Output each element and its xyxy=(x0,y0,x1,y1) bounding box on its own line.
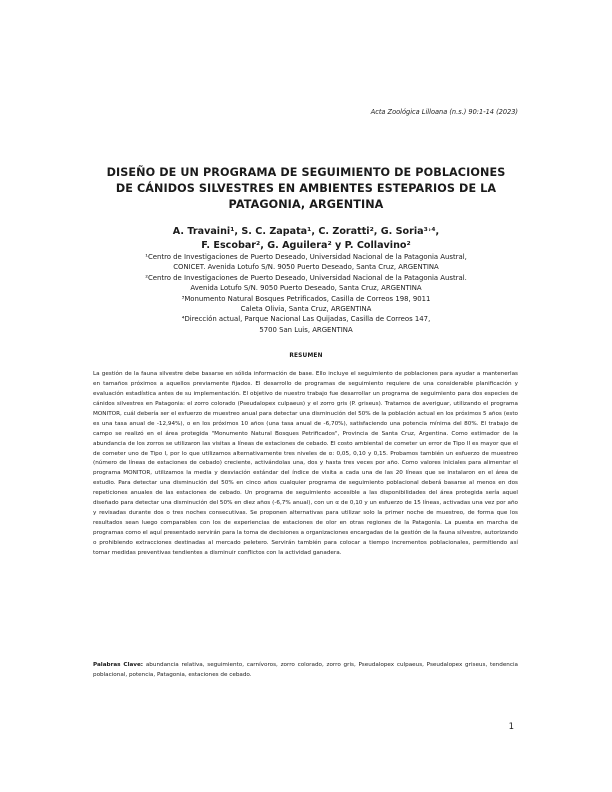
affiliations xyxy=(100,252,512,335)
affiliation-line: 5700 San Luis, ARGENTINA xyxy=(259,325,353,334)
affiliation-line: CONICET. Avenida Lotufo S/N. 9050 Puerto Deseado, Santa Cruz, ARGENTINA xyxy=(173,263,439,272)
journal-citation: Acta Zoológica Lilloana (n.s.) 90:1-14 (2023) xyxy=(370,108,518,116)
keywords-label: Palabras Clave: xyxy=(93,662,144,668)
page-number: 1 xyxy=(508,722,514,732)
authors-line: A. Travaini¹, S. C. Zapata¹, C. Zoratti², G. Soria³˒⁴, xyxy=(172,226,440,237)
title-line: DISEÑO DE UN PROGRAMA DE SEGUIMIENTO DE POBLACIONES xyxy=(106,166,506,179)
abstract-heading: RESUMEN xyxy=(289,353,323,359)
authors-line: F. Escobar², G. Aguilera² y P. Collavino² xyxy=(201,240,411,251)
author-list xyxy=(100,225,512,253)
paper-title xyxy=(100,165,512,213)
title-line: DE CÁNIDOS SILVESTRES EN AMBIENTES ESTEPARIOS DE LA xyxy=(115,182,497,195)
title-line: PATAGONIA, ARGENTINA xyxy=(228,198,384,211)
affiliation-line: Avenida Lotufo S/N. 9050 Puerto Deseado, Santa Cruz, ARGENTINA xyxy=(190,284,422,293)
affiliation-line: ²Centro de Investigaciones de Puerto Deseado, Universidad Nacional de la Patagonia Austral. xyxy=(145,273,467,282)
affiliation-line: Caleta Olivia, Santa Cruz, ARGENTINA xyxy=(240,305,372,314)
abstract-body: La gestión de la fauna silvestre debe basarse en sólida información de base. Ello incluye el seguimiento de poblaciones para ayudar a mantenerlas en tamaños próximos a aquellos previamente fijados. El desarrollo de programas de seguimiento requiere de una considerable planificación y evaluación estadística antes de su implementación. El objetivo de nuestro trabajo fue desarrollar un programa de seguimiento para dos especies de cánidos silvestres en Patagonia: el zorro colorado (Pseudalopex culpaeus) y el zorro gris (P. griseus). Tratamos de averiguar, utilizando el programa MONITOR, cuál debería ser el esfuerzo de muestreo anual para detectar una disminución del 50% de la población actual en los próximos 5 años (esto es una tasa anual de -12,94%), o en los próximos 10 años (una tasa anual de -6,70%), satisfaciendo una potencia mínima del 80%. El trabajo de campo se realizó en el área protegida "Monumento Natural Bosques Petrificados", Provincia de Santa Cruz, Argentina. Como estimador de la abundancia de los zorros se utilizaron las visitas a líneas de estaciones de cebado. El costo ambiental de cometer un error de Tipo II es mayor que el de cometer uno de Tipo I, por lo que utilizamos alternativamente tres niveles de α: 0,05, 0,10 y 0,15. Probamos también un esfuerzo de muestreo (número de líneas de estaciones de cebado) creciente, activándolas una, dos y hasta tres veces por año. Como valores iniciales para alimentar el programa MONITOR, utilizamos la media y desviación estándar del índice de visita a cada una de las 20 líneas que se instalaron en el área de estudio. Para detectar una disminución del 50% en cinco años cualquier programa de seguimiento poblacional deberá basarse al menos en dos repeticiones anuales de las estaciones de cebado. Un programa de seguimiento accesible a las disponibilidades del área protegida sería aquel diseñado para detectar una disminución del 50% en diez años (-6,7% anual), con un α de 0,10 y un esfuerzo de 15 líneas, activadas una vez por año y revisadas durante dos o tres noches consecutivas. Se proponen alternativas para utilizar solo la primer noche de muestreo, de forma que los resultados sean luego comparables con los de experiencias de estaciones de olor en otras regiones de la Patagonia. La puesta en marcha de programas como el aquí presentado servirán para la toma de decisiones a organizaciones encargadas de la gestión de la fauna silvestre, autorizando o prohibiendo extracciones destinadas al mercado peletero. Servirán también para colocar a tiempo incrementos poblacionales, permitiendo así tomar medidas preventivas tendientes a disminuir conflictos con la actividad ganadera. xyxy=(93,371,518,556)
affiliation-line: ⁴Dirección actual, Parque Nacional Las Quijadas, Casilla de Correos 147, xyxy=(181,315,431,324)
keywords xyxy=(93,661,518,681)
affiliation-line: ¹Centro de Investigaciones de Puerto Deseado, Universidad Nacional de la Patagonia Austral, xyxy=(145,253,467,261)
keywords-text: abundancia relativa, seguimiento, carnívoros, zorro colorado, zorro gris, Pseudalopex culpaeus, Pseudalopex griseus, tendencia poblacional, potencia, Patagonia, estaciones de cebado. xyxy=(93,662,518,678)
affiliation-line: ³Monumento Natural Bosques Petrificados, Casilla de Correos 198, 9011 xyxy=(181,294,431,303)
